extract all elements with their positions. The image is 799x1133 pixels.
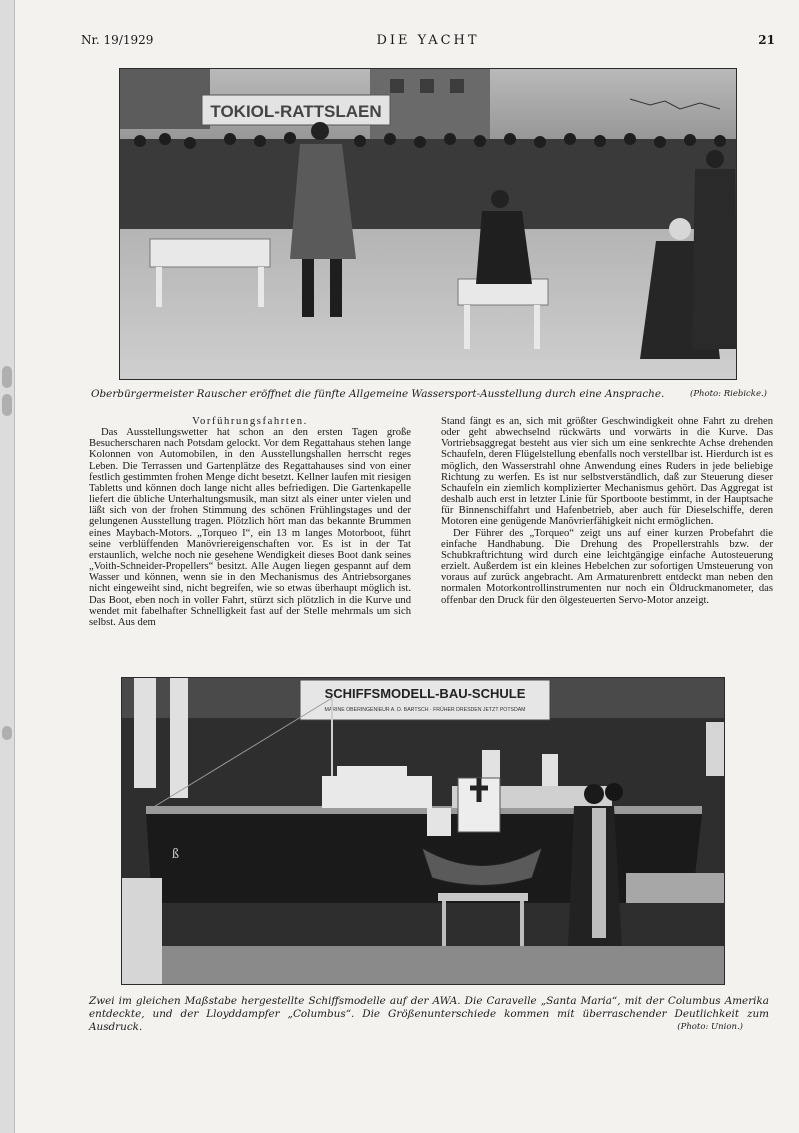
article-column-left [89,416,411,628]
binding-stain [2,726,12,740]
caption-text: Zwei im gleichen Maßstabe hergestellte Schiffsmodelle auf der AWA. Die Caravelle „Santa Maria“, mit der Columbus Amerika entdeckte, und der Lloyddampfer „Columbus“. Die Größenunterschiede kommen mit überraschender Deutlichkeit zum Ausdruck. [89,995,769,1033]
photo-opening-speech-image [120,69,737,380]
photo-credit: (Photo: Union.) [677,1022,743,1032]
issue-number: Nr. 19/1929 [81,33,154,47]
article-column-right [441,416,773,606]
caption-ship-models [89,995,769,1034]
banner-subtext: MARINE OBERINGENIEUR A. D. BARTSCH · FRÜHER DRESDEN JETZT POTSDAM [324,707,526,713]
article-heading: Vorführungsfahrten. [192,416,308,427]
photo-ship-models [121,677,725,985]
binding-stain [2,394,12,416]
page-number: 21 [758,33,775,47]
binding-stain [2,366,12,388]
magazine-page [14,0,799,1133]
article-paragraph: Der Führer des „Torqueo“ zeigt uns auf einer kurzen Probefahrt die einfache Handhabung. Die Drehung des Propellerstrahls bzw. der Schubkraftrichtung wird durch eine leichtgängige einfache Autosteuerung erzielt. Außerdem ist ein kleines Hebelchen zur sofortigen Umsteuerung von voraus auf zurück angebracht. Am Armaturenbrett entdeckt man neben den normalen Motorkontrollinstrumenten nur noch ein Öldruckmanometer, das offenbar den Druck für den ölgesteuerten Servo-Motor anzeigt. [441,527,773,606]
photo-ship-models-image [122,678,725,985]
photo-opening-speech [119,68,737,380]
caption-text: Oberbürgermeister Rauscher eröffnet die fünfte Allgemeine Wassersport-Ausstellung durch eine Ansprache. [91,388,665,400]
article-paragraph: Das Ausstellungswetter hat schon an den ersten Tagen große Besucherscharen nach Potsdam gelockt. Vor dem Regattahaus stehen lange Kolonnen von Automobilen, in den Ausstellungshallen herrscht reges Leben. Die Terrassen und Gartenplätze des Regattahauses sind von einer festlich gestimmten frohen Menge dicht besetzt. Kellner laufen mit riesigen Tabletts und können doch lange nicht alles befriedigen. Die Gartenkapelle liefert die übliche Unterhaltungsmusik, man sitzt als einer unter vielen und läßt sich von der frohen Stimmung des schönen Frühlingstages und der gelungenen Ausstellung tragen. Plötzlich hört man das bekannte Brummen eines Maybach-Motors. „Torqueo I“, ein 13 m langes Motorboot, führt seine verblüffenden Manövriereigenschaften vor. Es ist in der Tat erstaunlich, welche noch nie gesehene Wendigkeit dieses Boot dank seines „Voith-Schneider-Propellers“ besitzt. Alle Augen liegen gespannt auf dem Wasser und können, wenn sie in den Mechanismus des Antriebsorganes nicht eingeweiht sind, nicht begreifen, wie so etwas überhaupt möglich ist. Das Boot, eben noch in voller Fahrt, stürzt sich plötzlich in die Kurve und wendet mit fabelhafter Schnelligkeit fast auf der Stelle mehrmals um sich selbst. Aus dem [89,427,411,628]
svg-text:ß: ß [172,847,179,862]
photo-sign-text: TOKIOL-RATTSLAEN [210,102,382,121]
magazine-title: DIE YACHT [376,33,480,48]
article-paragraph: Stand fängt es an, sich mit größter Geschwindigkeit ohne Fahrt zu drehen oder geht abwechselnd rückwärts und vorwärts in die Kurve. Das Vortriebsaggregat besteht aus vier sich um eine senkrechte Achse drehenden Schaufeln, deren Flügelstellung ebenfalls noch verstellbar ist. Hierdurch ist es möglich, den Wasserstrahl ohne Anwendung eines Ruders in jede beliebige Richtung zu werfen. Es ist nur selbstverständlich, daß zur Steuerung dieser Schaufeln ein ziemlich komplizierter Mechanismus gehört. Das Aggregat ist deshalb auch erst in letzter Linie für Sportboote bestimmt, in der Hauptsache für Binnenschiffahrt und Hafenbetrieb, aber auch für Dieselschiffe, deren Motoren eine genügende Manövrierfähigkeit nicht ermöglichen. [441,416,773,528]
photo-credit: (Photo: Riebicke.) [690,389,767,399]
banner-text: SCHIFFSMODELL-BAU-SCHULE [324,686,526,701]
caption-opening-speech [91,388,781,401]
page-header [81,33,775,49]
